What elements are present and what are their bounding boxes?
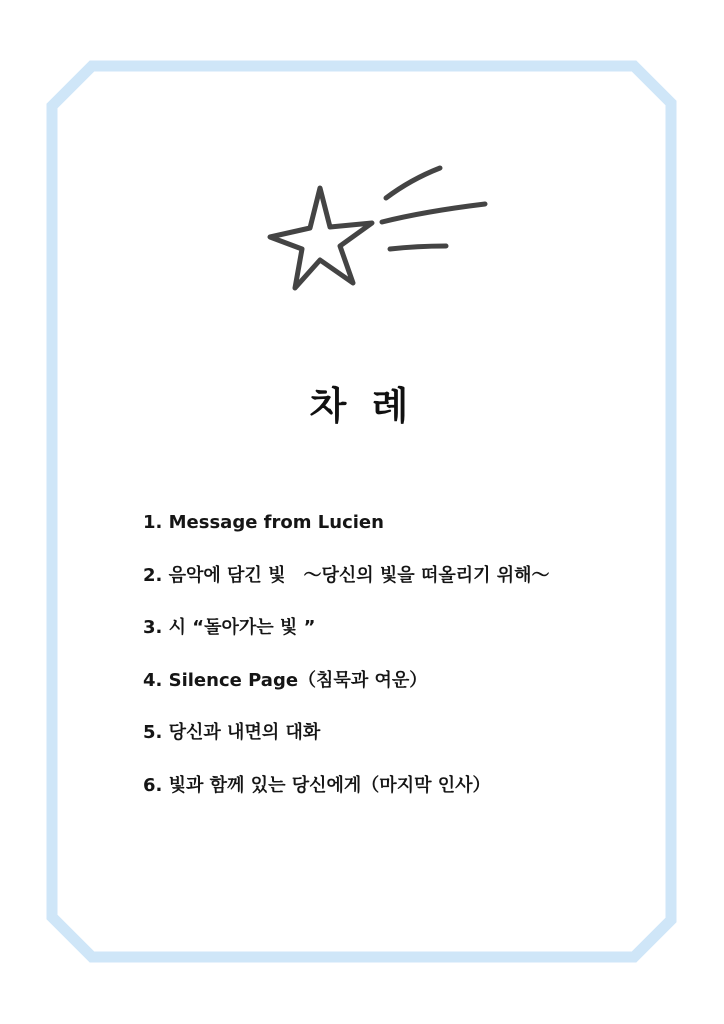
page-title: 차 례 [309,384,415,428]
toc-item-5: 5. 당신과 내면의 대화 [143,722,321,744]
toc-item-2: 2. 음악에 담긴 빛 ～당신의 빛을 떠올리기 위해～ [143,564,550,586]
shooting-star-icon [262,160,494,296]
toc-item-6: 6. 빛과 함께 있는 당신에게（마지막 인사） [143,774,491,796]
table-of-contents [143,508,663,824]
motion-line-top [386,168,440,198]
toc-item-4: 4. Silence Page（침묵과 여운） [143,669,428,691]
star-shape [270,188,372,288]
motion-line-bottom [390,246,446,249]
toc-item-3: 3. 시 “돌아가는 빛 ” [143,617,316,639]
toc-item-1: 1. Message from Lucien [143,512,384,533]
motion-line-middle [382,204,485,222]
